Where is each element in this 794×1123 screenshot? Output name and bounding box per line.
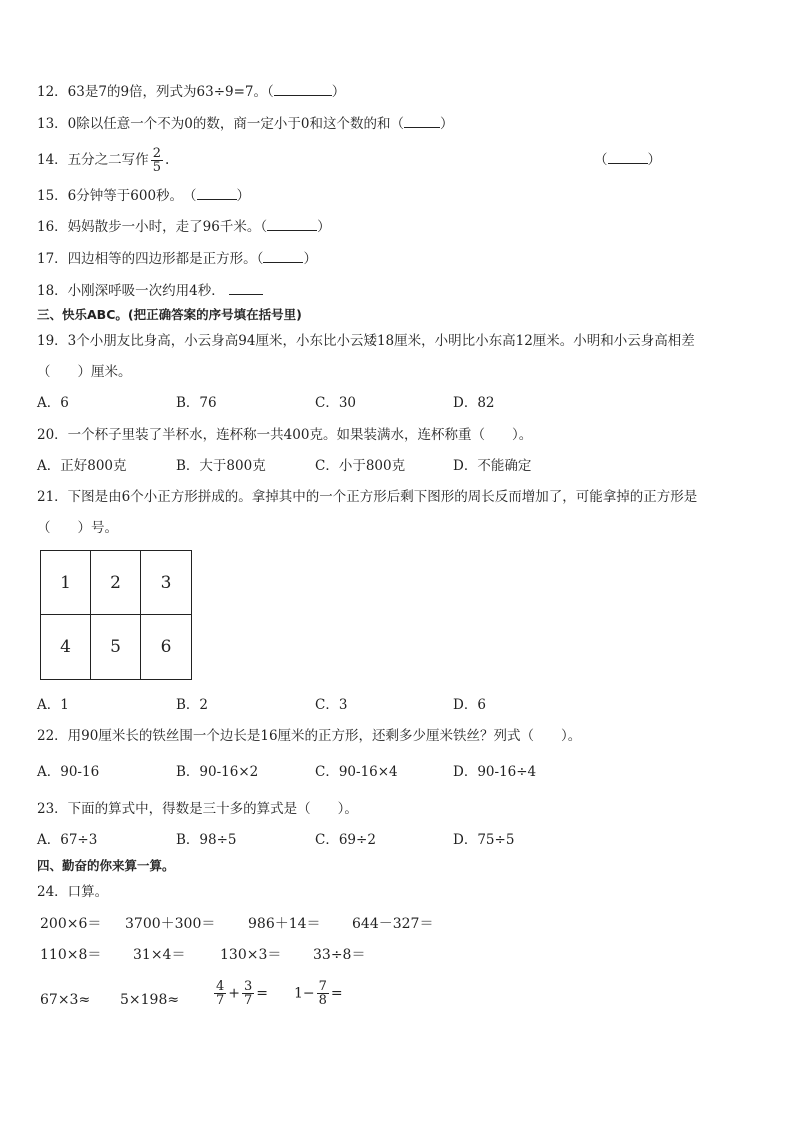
- option-c[interactable]: C．3: [315, 697, 348, 713]
- option-c[interactable]: C．90-16×4: [315, 764, 398, 780]
- option-a[interactable]: A．90-16: [37, 764, 100, 780]
- grid-cell: 5: [91, 615, 141, 679]
- option-d[interactable]: D．82: [453, 395, 495, 411]
- question-14: 14．五分之二写作 $\frac{2}{5}$ .: [37, 146, 170, 175]
- question-15: 15．6分钟等于600秒。 （ ）: [37, 185, 250, 206]
- answer-blank[interactable]: [608, 149, 648, 164]
- grid-cell: 1: [41, 551, 91, 615]
- section-4-title: 四、勤奋的你来算一算。: [37, 858, 175, 873]
- option-b[interactable]: B．98÷5: [176, 832, 237, 848]
- calc-item: 644－327＝: [352, 916, 434, 932]
- answer-blank[interactable]: [404, 113, 440, 128]
- fraction: $\frac{3}{7}$: [244, 979, 253, 1008]
- square-grid-figure: [40, 550, 192, 680]
- answer-blank[interactable]: [229, 280, 263, 295]
- question-21-line2: （ ）号。: [37, 520, 118, 536]
- calc-item: 200×6＝: [40, 916, 102, 932]
- calc-item: 130×3＝: [220, 947, 282, 963]
- fraction: $\frac{4}{7}$: [216, 979, 225, 1008]
- fraction: $\frac{2}{5}$: [152, 146, 161, 175]
- question-12: 12．63是7的9倍，列式为63÷9=7。（ ）: [37, 81, 345, 102]
- question-13: 13．0除以任意一个不为0的数，商一定小于0和这个数的和（ ）: [37, 113, 453, 134]
- calc-item: 5×198≈: [120, 992, 180, 1008]
- question-21-line1: 21．下图是由6个小正方形拼成的。拿掉其中的一个正方形后剩下图形的周长反而增加了，可能拿掉的正方形是: [37, 489, 698, 505]
- answer-blank[interactable]: [274, 81, 332, 96]
- option-b[interactable]: B．大于800克: [176, 458, 266, 474]
- option-d[interactable]: D．75÷5: [453, 832, 515, 848]
- answer-blank[interactable]: [267, 216, 317, 231]
- grid-cell: 2: [91, 551, 141, 615]
- fraction: $\frac{7}{8}$: [318, 979, 327, 1008]
- option-b[interactable]: B．90-16×2: [176, 764, 259, 780]
- option-c[interactable]: C．30: [315, 395, 357, 411]
- calc-item: 67×3≈: [40, 992, 91, 1008]
- question-19-line2: （ ）厘米。: [37, 364, 132, 380]
- calc-item: 33÷8＝: [313, 947, 366, 963]
- question-19-line1: 19．3个小朋友比身高，小云身高94厘米，小东比小云矮18厘米，小明比小东高12厘米。小明和小云身高相差: [37, 333, 695, 349]
- grid-cell: 3: [141, 551, 191, 615]
- calc-item: 31×4＝: [133, 947, 186, 963]
- question-16: 16．妈妈散步一小时，走了96千米。（ ）: [37, 216, 331, 237]
- option-c[interactable]: C．小于800克: [315, 458, 406, 474]
- fraction-subtract-expression: 1− $\frac{7}{8}$ =: [294, 979, 343, 1008]
- question-20-line1: 20．一个杯子里装了半杯水，连杯称一共400克。如果装满水，连杯称重（ ）。: [37, 427, 533, 443]
- option-b[interactable]: B．76: [176, 395, 217, 411]
- option-a[interactable]: A．1: [37, 697, 69, 713]
- option-a[interactable]: A．正好800克: [37, 458, 127, 474]
- answer-blank[interactable]: [263, 248, 303, 263]
- calc-item: 3700＋300＝: [125, 916, 216, 932]
- option-d[interactable]: D．6: [453, 697, 486, 713]
- fraction-sum-expression: $\frac{4}{7}$ + $\frac{3}{7}$ =: [216, 979, 269, 1008]
- question-18: 18．小刚深呼吸一次约用4秒．: [37, 280, 263, 301]
- option-b[interactable]: B．2: [176, 697, 209, 713]
- question-17: 17．四边相等的四边形都是正方形。（ ）: [37, 248, 317, 269]
- section-3-title: 三、快乐ABC。(把正确答案的序号填在括号里): [37, 307, 302, 322]
- grid-cell: 6: [160, 637, 172, 657]
- option-a[interactable]: A．6: [37, 395, 69, 411]
- question-24-title: 24．口算。: [37, 884, 109, 900]
- answer-blank[interactable]: [197, 185, 237, 200]
- option-a[interactable]: A．67÷3: [37, 832, 98, 848]
- option-d[interactable]: D．90-16÷4: [453, 764, 537, 780]
- option-d[interactable]: D．不能确定: [453, 458, 532, 474]
- option-c[interactable]: C．69÷2: [315, 832, 376, 848]
- calc-item: 110×8＝: [40, 947, 102, 963]
- calc-item: 986＋14＝: [248, 916, 321, 932]
- grid-cell: 4: [41, 615, 91, 679]
- question-23-line1: 23．下面的算式中，得数是三十多的算式是（ ）。: [37, 801, 358, 817]
- question-14-answer: （ ）: [594, 149, 661, 170]
- question-22-line1: 22．用90厘米长的铁丝围一个边长是16厘米的正方形，还剩多少厘米铁丝？列式（ ）。: [37, 728, 582, 744]
